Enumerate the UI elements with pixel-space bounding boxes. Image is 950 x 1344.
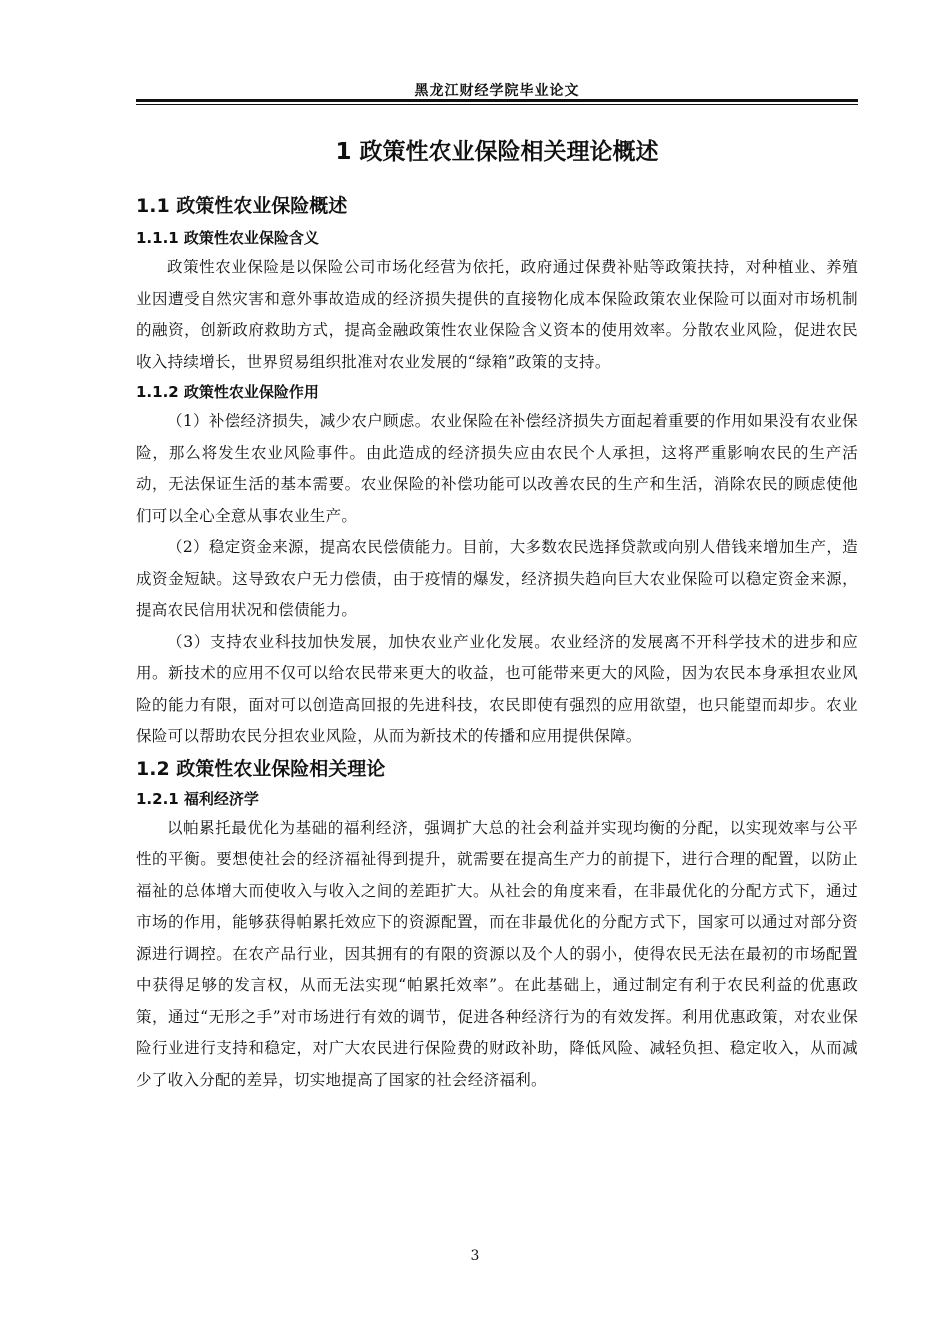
- page-number: 3: [470, 1248, 480, 1264]
- spacer: [136, 172, 858, 190]
- subsection-heading-1-2-1: 1.2.1 福利经济学: [136, 789, 259, 808]
- subsection-heading-1-1-2: 1.1.2 政策性农业保险作用: [136, 383, 319, 401]
- header-rule-thin: [136, 104, 858, 105]
- chapter-title: 1 政策性农业保险相关理论概述: [335, 139, 659, 165]
- section-heading-1-2: 1.2 政策性农业保险相关理论: [136, 757, 386, 780]
- section-heading-1-1: 1.1 政策性农业保险概述: [136, 195, 348, 217]
- subsection-heading-1-1-1: 1.1.1 政策性农业保险含义: [136, 229, 319, 247]
- paragraph-1-1-1-1: 政策性农业保险是以保险公司市场化经营为依托，政府通过保费补贴等政策扶持，对种植业、养殖业因遭受自然灾害和意外事故造成的经济损失提供的直接物化成本保险政策农业保险可以面对市场机制的融资，创新政府救助方式，提高金融政策性农业保险含义资本的使用效率。分散农业风险，促进农民收入持续增长，世界贸易组织批准对农业发展的“绿箱”政策的支持。: [136, 258, 858, 371]
- page-content: [136, 132, 858, 1096]
- paragraph-1-1-2-3: （3）支持农业科技加快发展，加快农业产业化发展。农业经济的发展离不开科学技术的进步和应用。新技术的应用不仅可以给农民带来更大的收益，也可能带来更大的风险，因为农民本身承担农业风险的能力有限，面对可以创造高回报的先进科技，农民即使有强烈的应用欲望，也只能望而却步。农业保险可以帮助农民分担农业风险，从而为新技术的传播和应用提供保障。: [136, 632, 858, 745]
- paragraph-1-1-2-1: （1）补偿经济损失，减少农户顾虑。农业保险在补偿经济损失方面起着重要的作用如果没有农业保险，那么将发生农业风险事件。由此造成的经济损失应由农民个人承担，这将严重影响农民的生产活动，无法保证生活的基本需要。农业保险的补偿功能可以改善农民的生产和生活，消除农民的顾虑使他们可以全心全意从事农业生产。: [136, 412, 858, 525]
- paragraph-1-1-2-2: （2）稳定资金来源，提高农民偿债能力。目前，大多数农民选择贷款或向别人借钱来增加生产，造成资金短缺。这导致农户无力偿债，由于疫情的爆发，经济损失趋向巨大农业保险可以稳定资金来源，提高农民信用状况和偿债能力。: [136, 538, 858, 619]
- header-rule-thick: [136, 99, 858, 102]
- running-header: 黑龙江财经学院毕业论文: [414, 83, 580, 99]
- paragraph-1-2-1-1: 以帕累托最优化为基础的福利经济，强调扩大总的社会利益并实现均衡的分配，以实现效率与公平性的平衡。要想使社会的经济福祉得到提升，就需要在提高生产力的前提下，进行合理的配置，以防止福祉的总体增大而使收入与收入之间的差距扩大。从社会的角度来看，在非最优化的分配方式下，通过市场的作用，能够获得帕累托效应下的资源配置，而在非最优化的分配方式下，国家可以通过对部分资源进行调控。在农产品行业，因其拥有的有限的资源以及个人的弱小，使得农民无法在最初的市场配置中获得足够的发言权，从而无法实现“帕累托效率”。在此基础上，通过制定有利于农民利益的优惠政策，通过“无形之手”对市场进行有效的调节，促进各种经济行为的有效发挥。利用优惠政策，对农业保险行业进行支持和稳定，对广大农民进行保险费的财政补助，降低风险、减轻负担、稳定收入，从而减少了收入分配的差异，切实地提高了国家的社会经济福利。: [136, 818, 858, 1089]
